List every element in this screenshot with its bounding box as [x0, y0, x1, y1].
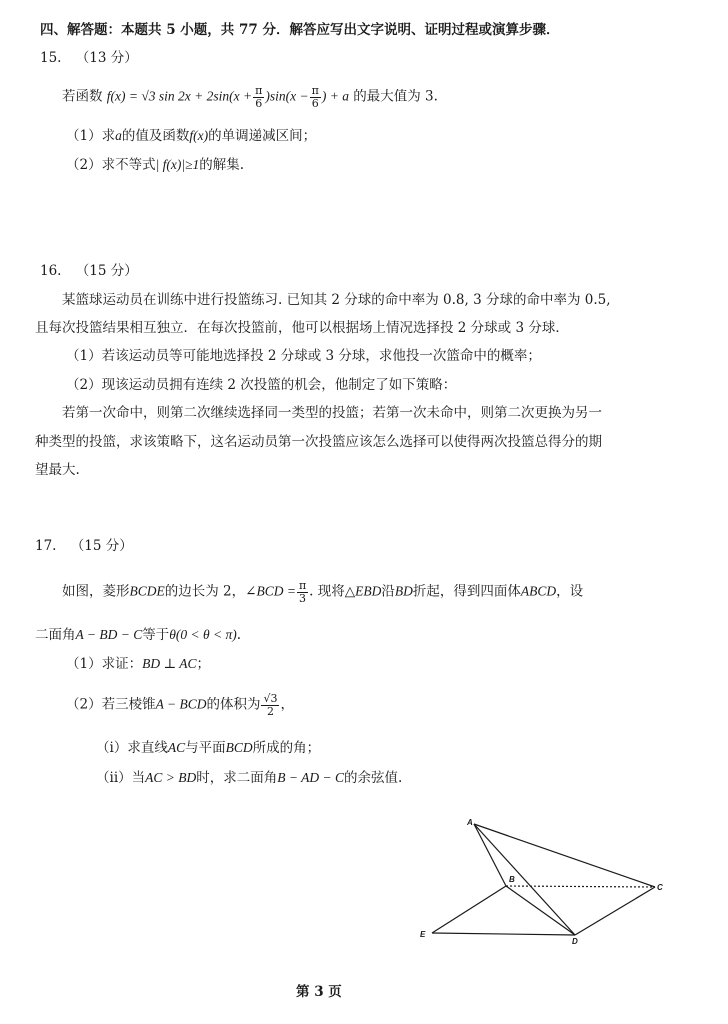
- q16-points: （15 分）: [75, 263, 138, 279]
- q17-stem-line1: [62, 580, 583, 604]
- q15-fraction-2: [310, 85, 321, 109]
- q17-stem1-fold: 折起，得到四面体: [412, 583, 521, 600]
- q17-stem1-end: ，设: [556, 583, 584, 600]
- q17-dihedral: A − BD − C: [75, 627, 143, 642]
- tetrahedron-figure: [410, 812, 670, 947]
- q15-part2-label: （2）求不等式: [66, 157, 156, 173]
- q17-part2-tet: A − BCD: [155, 696, 207, 712]
- q17-header: [35, 538, 133, 554]
- q17-frac-num: π: [298, 579, 307, 592]
- q17-vol-den: 2: [266, 704, 274, 718]
- edge-ad: [474, 824, 575, 935]
- q17-volume-fraction: [261, 693, 279, 717]
- q17-triangle-ebd: △EBD: [344, 583, 382, 599]
- q17-vol-num: √3: [263, 692, 278, 705]
- q16-number: 16.: [40, 263, 62, 279]
- q17-sub1: [96, 740, 320, 756]
- q17-sub1-bcd: BCD: [225, 740, 253, 755]
- q17-part2-mid: 的体积为: [206, 696, 261, 713]
- point-c-label: C: [657, 883, 663, 892]
- q15-part1: [66, 128, 316, 144]
- q15-part2-expr: | f(x)|≥1: [155, 157, 200, 172]
- edge-ed: [432, 933, 575, 935]
- q16-line5: 望最大.: [35, 462, 80, 478]
- q15-part2-end: 的解集.: [199, 157, 245, 173]
- q15-number: 15.: [40, 50, 62, 66]
- q15-part1-end: 的单调递减区间；: [208, 128, 317, 144]
- q15-header: [40, 50, 138, 66]
- q15-frac2-den: 6: [311, 96, 319, 110]
- q16-line2: 且每次投篮结果相互独立．在每次投篮前，他可以根据场上情况选择投 2 分球或 3 分球．: [35, 320, 569, 336]
- q15-part1-label: （1）求: [66, 128, 116, 144]
- point-b-label: B: [509, 875, 515, 884]
- page-footer: 第 3 页: [296, 984, 342, 1000]
- point-e-label: E: [420, 930, 426, 939]
- q17-part2-end: ，: [280, 696, 294, 713]
- q15-stem-prefix: 若函数: [62, 88, 103, 105]
- q17-stem1-along: 沿: [381, 583, 395, 600]
- q17-part1-label: （1）求证：: [66, 656, 143, 672]
- q17-stem-line2: [35, 627, 241, 643]
- q17-stem2-prefix: 二面角: [35, 627, 76, 643]
- q17-sub1-label: （i）求直线: [96, 740, 168, 756]
- point-a-label: A: [467, 818, 473, 827]
- edge-cd: [575, 887, 655, 935]
- q15-frac1-den: 6: [255, 96, 263, 110]
- q17-sub1-ac: AC: [167, 740, 186, 755]
- q17-angle-bcd: ∠BCD =: [245, 583, 296, 599]
- edge-bc-hidden: [506, 886, 655, 887]
- q17-stem2-end: .: [236, 627, 242, 643]
- q17-part2-label: （2）若三棱锥: [66, 696, 156, 713]
- q16-header: [40, 263, 138, 279]
- q17-number: 17.: [35, 538, 57, 554]
- q17-frac-den: 3: [299, 591, 307, 605]
- q17-sub2-angle: B − AD − C: [277, 770, 344, 785]
- q17-theta-range: θ(0 < θ < π): [169, 627, 237, 642]
- q17-sub2-mid: 时，求二面角: [196, 770, 278, 786]
- section-heading: 四、解答题：本题共 5 小题，共 77 分．解答应写出文字说明、证明过程或演算步骤．: [40, 22, 560, 38]
- q17-sub2: [96, 770, 402, 786]
- q17-part1-end: ；: [196, 656, 211, 672]
- q17-stem1-prefix: 如图，菱形: [62, 583, 130, 600]
- q17-part1: [66, 656, 210, 672]
- point-d-label: D: [572, 937, 578, 946]
- q17-rhombus: BCDE: [129, 583, 165, 599]
- q16-line3: 若第一次命中，则第二次继续选择同一类型的投篮；若第一次未命中，则第二次更换为另一: [62, 405, 602, 421]
- q17-edge-bd: BD: [394, 583, 413, 599]
- q15-part1-func: f(x): [189, 128, 209, 143]
- q16-part2: （2）现该运动员拥有连续 2 次投篮的机会，他制定了如下策略：: [66, 377, 457, 393]
- q16-part1: （1）若该运动员等可能地选择投 2 分球或 3 分球，求他投一次篮命中的概率；: [66, 348, 541, 364]
- q15-part1-text: 的值及函数: [121, 128, 190, 144]
- q17-sub1-end: 所成的角；: [252, 740, 321, 756]
- q15-formula-part-a: f(x) = √3 sin 2x + 2sin(x +: [106, 88, 253, 104]
- edge-be: [432, 886, 506, 933]
- q17-tetra-abcd: ABCD: [520, 583, 557, 599]
- q17-sub1-mid: 与平面: [185, 740, 226, 756]
- q17-stem1-side: 的边长为 2，: [164, 583, 246, 600]
- q17-angle-fraction: [297, 580, 308, 604]
- q15-stem: [62, 85, 438, 109]
- q17-sub2-label: （ii）当: [96, 770, 146, 786]
- q17-stem2-eq: 等于: [142, 627, 170, 643]
- q15-formula-part-b: )sin(x −: [265, 88, 309, 104]
- q15-formula-part-c: ) + a: [321, 88, 349, 104]
- q15-points: （13 分）: [75, 50, 138, 66]
- q15-stem-suffix: 的最大值为 3.: [353, 88, 438, 105]
- q15-part1-var: a: [115, 128, 122, 143]
- q17-sub2-end: 的余弦值.: [343, 770, 403, 786]
- q15-fraction-1: [253, 85, 264, 109]
- q17-part1-expr: BD ⊥ AC: [142, 656, 197, 671]
- q17-stem1-mid: . 现将: [309, 583, 345, 600]
- q16-line4: 种类型的投篮，求该策略下，这名运动员第一次投篮应该怎么选择可以使得两次投篮总得分的期: [35, 434, 602, 450]
- edge-bd: [506, 886, 575, 935]
- q15-part2: [66, 157, 244, 173]
- q17-part2: [66, 693, 294, 717]
- q17-points: （15 分）: [70, 538, 133, 554]
- q15-frac1-num: π: [255, 84, 263, 97]
- q16-line1: 某篮球运动员在训练中进行投篮练习. 已知其 2 分球的命中率为 0.8, 3 分球的命中率为 0.5,: [62, 292, 611, 308]
- q15-frac2-num: π: [311, 84, 319, 97]
- q17-sub2-cond: AC > BD: [145, 770, 197, 785]
